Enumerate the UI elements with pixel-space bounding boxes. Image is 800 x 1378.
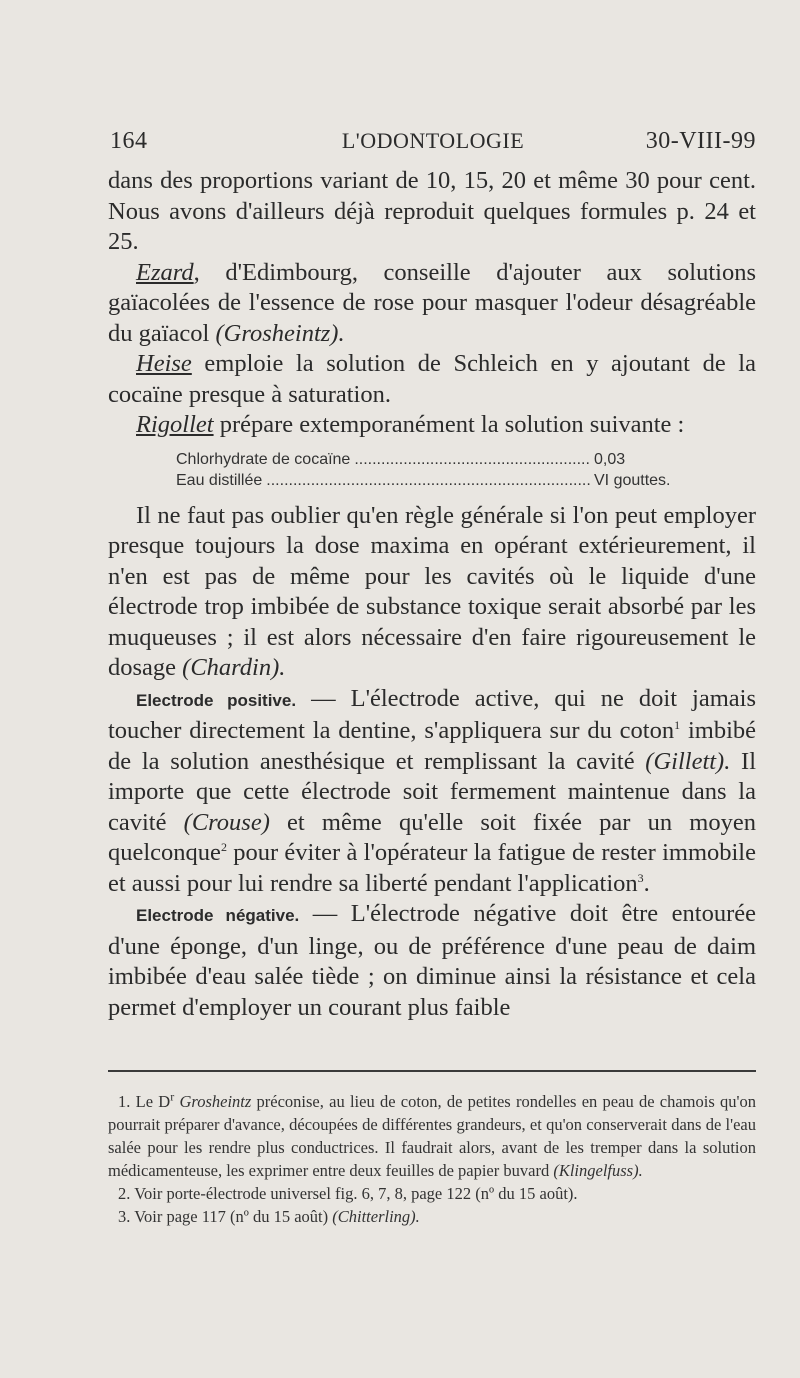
section-positive-text-a: — L'électrode active, qui ne doit jamais toucher directement la dentine, s'appliquera sur du coton: [108, 684, 756, 744]
leader-dots: [266, 470, 590, 491]
footnote-1-text: préconise, au lieu de coton, de petites rondelles en peau de chamois qu'on pourrait préparer d'avance, découpées de différentes grandeurs, et qu'on conserverait dans de l'eau salée pour les rendre plus conductrices. Il faudrait alors, avant de les tremper dans la solution médicamenteuse, les exprimer entre deux feuilles de papier buvard: [108, 1092, 756, 1180]
paragraph-dose-text: Il ne faut pas oublier qu'en règle générale si l'on peut employer presque toujours la dose maxima en opérant extérieurement, il n'en est pas de même pour les cavités où le liquide d'une électrode trop imbibée de substance toxique serait absorbé par les muqueuses ; il est alors nécessaire d'en faire rigoureusement le dosage: [108, 501, 756, 681]
running-header: [110, 128, 756, 162]
cite-crouse: (Crouse): [183, 808, 270, 836]
recipe-row: [176, 449, 686, 470]
section-negative-text: — L'électrode négative doit être entourée d'une éponge, d'un linge, ou de préférence d'une peau de daim imbibée d'eau salée tiède ; on diminue ainsi la résistance et cela permet d'employer un courant plus faible: [108, 900, 757, 1021]
cite-grosheintz: (Grosheintz).: [215, 319, 345, 347]
page-number: 164: [110, 128, 148, 154]
leader-dots: [354, 449, 590, 470]
paragraph-ezard: [108, 258, 756, 350]
section-positive-text-b: imbibé de la solution anesthésique et remplissant la cavité: [108, 717, 757, 775]
author-ezard: Ezard: [136, 258, 194, 286]
section-heading-negative: Electrode négative.: [136, 906, 300, 925]
paragraph-ezard-text: , d'Edimbourg, conseille d'ajouter aux solutions gaïacolées de l'essence de rose pour masquer l'odeur désagréable du gaïacol: [108, 258, 756, 347]
footnote-3-text: 3. Voir page 117 (nº du 15 août): [118, 1207, 333, 1226]
footnote-ref-1: 1: [674, 717, 681, 732]
recipe-ingredient: Chlorhydrate de cocaïne: [176, 450, 351, 468]
cite-chardin: (Chardin).: [182, 654, 286, 681]
recipe-quantity: 0,03: [594, 450, 626, 468]
section-electrode-positive: [108, 684, 756, 900]
footnote-3: [108, 1205, 756, 1228]
paragraph-heise: [108, 349, 756, 410]
section-positive-text-c: Il importe que cette électrode soit fermement maintenue dans la cavité: [108, 747, 757, 836]
section-positive-text-f: .: [643, 869, 650, 897]
recipe-row: [176, 470, 686, 491]
section-positive-text-d: et même qu'elle soit fixée par un moyen quelconque: [108, 808, 756, 866]
footnote-divider: [108, 1070, 756, 1072]
paragraph-1: dans des proportions variant de 10, 15, 20 et même 30 pour cent. Nous avons d'ailleurs déjà reproduit quelques formules p. 24 et 25.: [108, 167, 756, 255]
main-text: [108, 166, 756, 1023]
paragraph-rigollet-text: prépare extemporanément la solution suivante :: [213, 411, 685, 438]
cite-gillett: (Gillett).: [645, 747, 731, 775]
author-heise: Heise: [136, 350, 192, 377]
footnote-2: 2. Voir porte-électrode universel fig. 6, 7, 8, page 122 (nº du 15 août).: [118, 1184, 578, 1203]
footnote-ref-2: 2: [220, 839, 227, 854]
footnotes: [108, 1090, 756, 1228]
journal-title: L'ODONTOLOGIE: [341, 128, 525, 153]
section-positive-text-e: pour éviter à l'opérateur la fatigue de rester immobile et aussi pour lui rendre sa liberté pendant l'application: [108, 839, 756, 897]
paragraph-rigollet: [108, 410, 756, 441]
recipe-ingredient: Eau distillée: [176, 471, 263, 489]
footnote-ref-3: 3: [637, 870, 644, 885]
paragraph-heise-text: emploie la solution de Schleich en y ajoutant de la cocaïne presque à saturation.: [108, 350, 756, 408]
footnote-1-sup: r: [170, 1089, 175, 1104]
footnote-1-name: Grosheintz: [179, 1092, 252, 1111]
section-heading-positive: Electrode positive.: [136, 690, 297, 710]
footnote-1-cite: (Klingelfuss).: [553, 1161, 643, 1180]
recipe-quantity: VI gouttes.: [594, 471, 671, 489]
paragraph-dose: [108, 501, 756, 684]
footnote-3-cite: (Chitterling).: [332, 1207, 420, 1226]
footnote-1-prefix: 1. Le D: [118, 1092, 171, 1111]
footnote-1: [108, 1090, 756, 1182]
author-rigollet: Rigollet: [136, 411, 214, 438]
section-electrode-negative: [108, 899, 756, 1023]
recipe-table: [176, 449, 686, 491]
issue-date: 30-VIII-99: [645, 128, 756, 154]
